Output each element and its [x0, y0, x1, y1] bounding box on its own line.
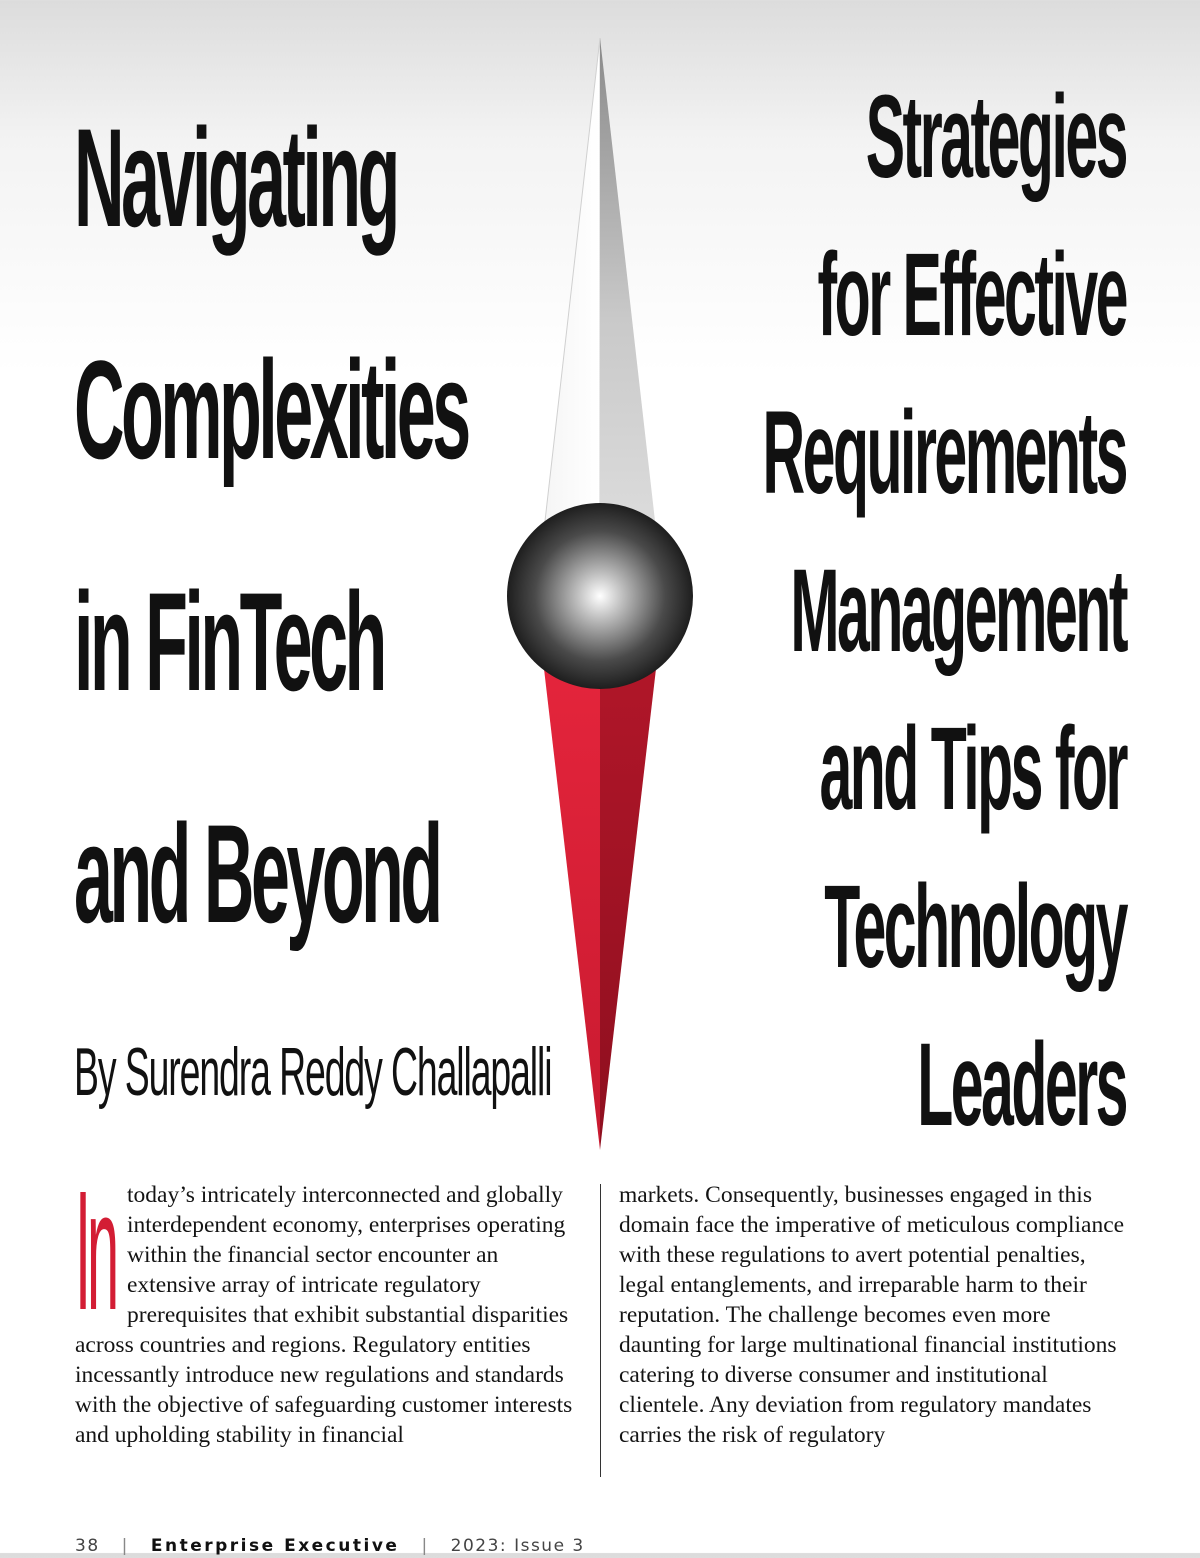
headline-right-line: Management [790, 545, 1126, 677]
footer-separator: | [421, 1536, 429, 1556]
headline-left-line: in FinTech [74, 563, 384, 720]
column-divider [600, 1184, 601, 1477]
headline-left-line: Complexities [74, 331, 468, 488]
headline-left [74, 62, 524, 990]
page-number: 38 [75, 1536, 100, 1556]
headline-right-line: Technology [824, 861, 1126, 993]
article-column-right: markets. Consequently, businesses engaged in this domain face the imperative of meticulous compliance with these regulations to avert potential penalties, legal entanglements, and irreparable harm to their reputation. The challenge becomes even more daunting for large multinational financial institutions catering to diverse consumer and institutional clientele. Any deviation from regulatory mandates carries the risk of regulatory [619, 1182, 1125, 1448]
headline-left-line: and Beyond [74, 795, 440, 952]
drop-cap: In [75, 1156, 116, 1346]
issue-label: 2023: Issue 3 [450, 1536, 585, 1556]
headline-right [576, 58, 1126, 1164]
headline-right-line: Strategies [865, 71, 1126, 203]
headline-right-line: Leaders [917, 1019, 1126, 1151]
magazine-name: Enterprise Executive [150, 1536, 400, 1556]
byline: By Surendra Reddy Challapalli [74, 1034, 552, 1110]
page-footer [75, 1534, 585, 1558]
article-column-left [75, 1156, 583, 1450]
article-text-left: today’s intricately interconnected and globally interdependent economy, enterprises operating within the financial sector encounter an extensive array of intricate regulatory prerequisites that exhibit substantial disparities across countries and regions. Regulatory entities incessantly introduce new regulations and standards with the objective of safeguarding customer interests and upholding stability in financial [75, 1182, 573, 1448]
headline-right-line: Requirements [762, 387, 1126, 519]
headline-right-line: for Effective [817, 229, 1126, 361]
footer-separator: | [121, 1536, 129, 1556]
headline-right-line: and Tips for [819, 703, 1126, 835]
headline-left-line: Navigating [74, 99, 397, 256]
